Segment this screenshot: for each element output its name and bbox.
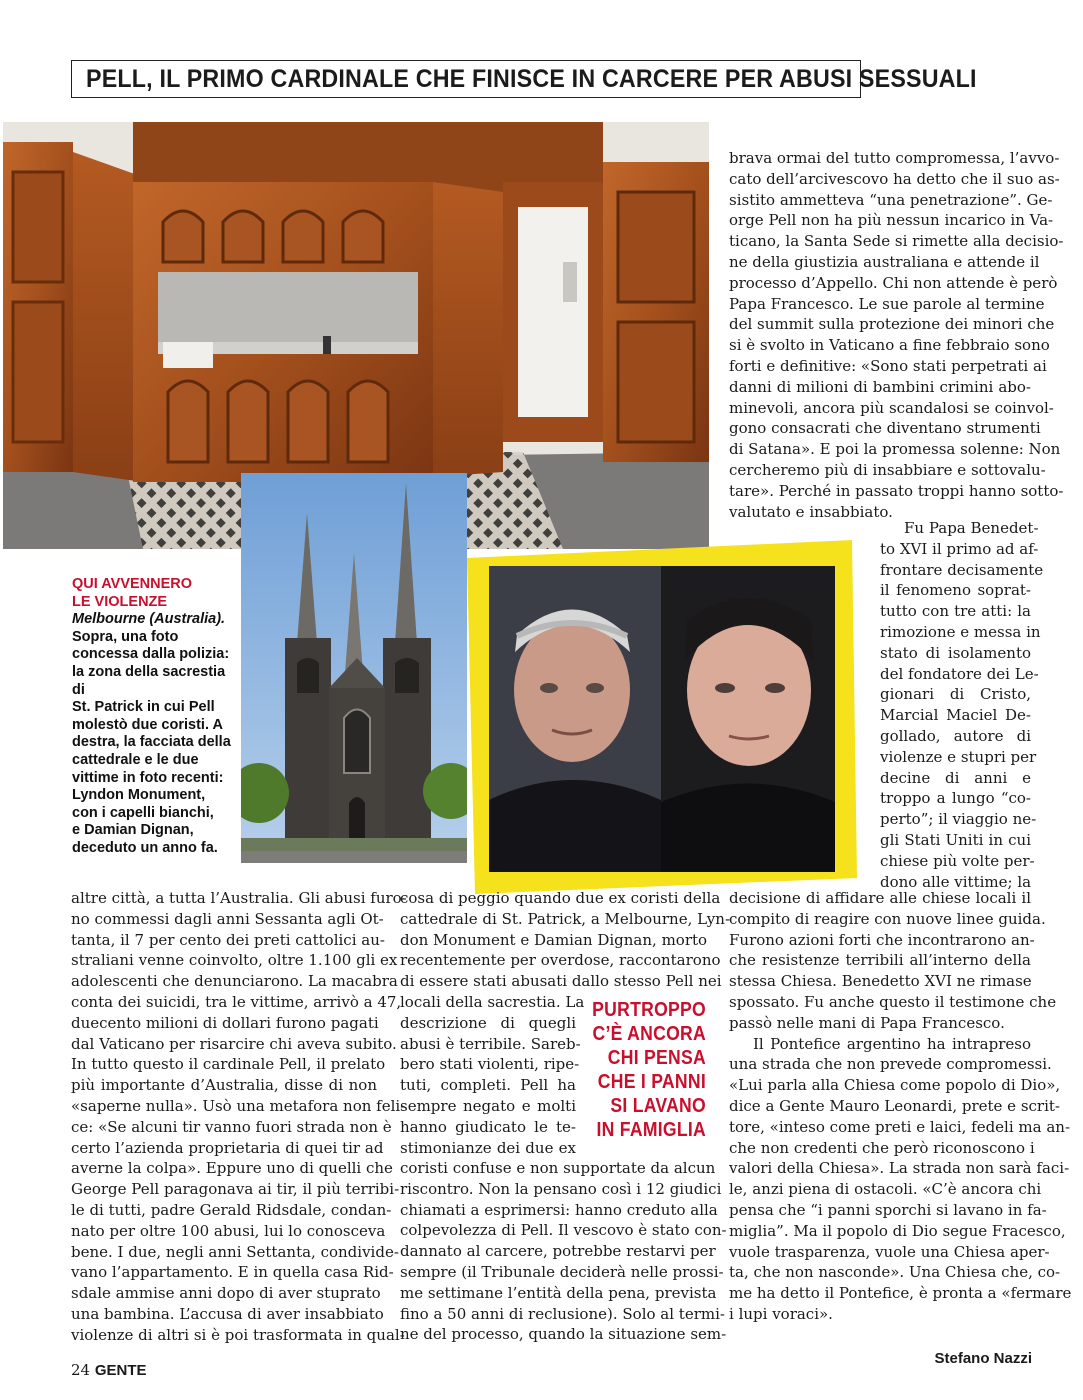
article-line: violenze di altri si è poi trasformata in qual-: [71, 1325, 405, 1344]
pull-quote-line: SI LAVANO: [610, 1095, 706, 1117]
article-line: stessa Chiesa. Benedetto XVI ne rimase: [729, 972, 1032, 991]
article-line: ne della giustizia australiana e attende il: [729, 252, 1040, 271]
article-line: pensa che “i panni sporchi si lavano in fa-: [729, 1200, 1047, 1219]
article-line: tanta, il 7 per cento dei preti cattolici au-: [71, 930, 385, 949]
article-line: del summit sulla protezione dei minori che: [729, 315, 1055, 334]
article-line: forti e definitive: «Sono stati perpetrati ai: [729, 356, 1047, 375]
article-line: valutato e insabbiato.: [729, 502, 893, 521]
headline: PELL, IL PRIMO CARDINALE CHE FINISCE IN CARCERE PER ABUSI SESSUALI: [86, 64, 977, 93]
victims-photo: [467, 540, 857, 894]
caption-line: con i capelli bianchi,: [72, 804, 214, 821]
article-line: di essere stati abusati dallo stesso Pell nei: [400, 972, 722, 991]
article-line: del fondatore dei Le-: [880, 664, 1039, 683]
article-line: ta, che non nasconde». Una Chiesa che, co-: [729, 1263, 1061, 1282]
article-line: troppo a lungo “co-: [880, 789, 1031, 808]
article-line: tare». Perché in passato troppi hanno sotto-: [729, 481, 1064, 500]
article-line: straliani venne coinvolto, oltre 1.100 gli ex: [71, 951, 398, 970]
caption-line: vittime in foto recenti:: [72, 769, 224, 786]
article-line: dannato al carcere, potrebbe restarvi per: [400, 1242, 716, 1261]
page-number: 24: [71, 1361, 91, 1379]
article-line: chiamati a esprimersi: hanno creduto alla: [400, 1200, 718, 1219]
article-line: di Satana». E poi la promessa solenne: Non: [729, 440, 1061, 459]
article-line: «saperne nulla». Usò una metafora non feli-: [71, 1096, 406, 1115]
article-line: In tutto questo il cardinale Pell, il prelato: [71, 1055, 386, 1074]
article-line: gionari di Cristo,: [880, 685, 1031, 704]
article-line: bene. I due, negli anni Settanta, condivide-: [71, 1242, 399, 1261]
cathedral-photo: [241, 473, 467, 863]
article-line: riscontro. Non la pensano così i 12 giudici: [400, 1179, 722, 1198]
article-line: Fu Papa Benedet-: [904, 519, 1039, 537]
article-line: orge Pell non ha più nessun incarico in Va-: [729, 211, 1054, 230]
article-line: gollado, autore di: [880, 726, 1031, 745]
article-line: sistito ammetteva “una penetrazione”. Ge-: [729, 190, 1053, 209]
article-line: sempre (il Tribunale deciderà nelle prossi-: [400, 1262, 724, 1281]
article-line: dice a Gente Mauro Leonardi, prete e scrit-: [729, 1096, 1060, 1115]
article-line: decisione di affidare alle chiese locali il: [729, 889, 1031, 907]
pull-quote: [578, 998, 706, 1142]
article-line: chiese più volte per-: [880, 851, 1035, 870]
article-line: averne la colpa». Eppure uno di quelli che: [71, 1159, 393, 1178]
article-line: locali della sacrestia. La: [400, 993, 585, 1011]
article-line: stimonianze dei due ex: [400, 1138, 576, 1157]
article-line: passò nelle mani di Papa Francesco.: [729, 1013, 1005, 1032]
article-line: recentemente per overdose, raccontarono: [400, 951, 721, 970]
article-line: don Monument e Damian Dignan, morto: [400, 930, 708, 949]
article-line: violenze e stupri per: [880, 747, 1037, 766]
article-line: brava ormai del tutto compromessa, l’avvo-: [729, 149, 1060, 167]
pull-quote-line: CHI PENSA: [607, 1047, 706, 1069]
pull-quote-line: C’È ANCORA: [592, 1023, 706, 1045]
folio: [71, 1361, 147, 1379]
pull-quote-line: IN FAMIGLIA: [596, 1119, 706, 1141]
article-line: me ha detto il Pontefice, è pronta a «fermare: [729, 1284, 1072, 1303]
article-line: dono alle vittime; la: [880, 872, 1032, 891]
article-line: me settimane l’entità della pena, prevista: [400, 1283, 717, 1302]
article-line: danni di milioni di bambini crimini abo-: [729, 377, 1031, 396]
caption-line: cattedrale e le due: [72, 751, 199, 768]
article-line: le, anzi piena di ostacoli. «C’è ancora chi: [729, 1180, 1042, 1199]
article-column-1: [71, 888, 407, 1346]
article-column-right-top: [729, 148, 1064, 522]
pull-quote-line: CHE I PANNI: [597, 1071, 706, 1093]
caption-line: destra, la facciata della: [72, 734, 231, 751]
article-line: Marcial Maciel De-: [880, 706, 1031, 725]
article-line: cercheremo più di insabbiare e sottovalu-: [729, 460, 1046, 479]
article-line: gli Stati Uniti in cui: [880, 830, 1031, 849]
article-line: tuti, completi. Pell ha: [400, 1076, 576, 1095]
article-line: una strada che non prevede compromessi.: [729, 1055, 1052, 1074]
article-line: compito di reagire con nuove linee guida.: [729, 909, 1046, 928]
article-line: decine di anni e: [880, 768, 1031, 787]
caption-line: Lyndon Monument,: [72, 787, 206, 804]
caption-place: Melbourne (Australia).: [72, 611, 226, 628]
article-line: colpevolezza di Pell. Il vescovo è stato con-: [400, 1221, 727, 1240]
caption-line: molestò due coristi. A: [72, 716, 223, 733]
article-line: «Lui parla alla Chiesa come popolo di Dio»,: [729, 1076, 1061, 1095]
magazine-name: GENTE: [94, 1362, 147, 1379]
article-line: ticano, la Santa Sede si rimette alla decisio-: [729, 232, 1064, 251]
article-line: rimozione e messa in: [880, 622, 1041, 641]
article-line: minevoli, ancora più scandalosi se coinvol-: [729, 398, 1054, 417]
article-line: vuole trasparenza, vuole una Chiesa aper-: [729, 1242, 1050, 1261]
article-line: fino a 50 anni di reclusione). Solo al termi-: [400, 1304, 725, 1323]
article-line: frontare decisamente: [880, 560, 1044, 579]
pull-quote-line: PURTROPPO: [592, 999, 706, 1021]
article-line: processo d’Appello. Chi non attende è però: [729, 273, 1058, 292]
caption-line: e Damian Dignan,: [72, 822, 194, 839]
article-line: altre città, a tutta l’Australia. Gli abusi furo-: [71, 889, 407, 907]
caption-kicker: QUI AVVENNERO: [72, 576, 193, 592]
article-column-3: [729, 888, 1072, 1325]
caption-line: deceduto un anno fa.: [72, 839, 218, 856]
article-column-2-narrow: [400, 992, 585, 1158]
article-line: to XVI il primo ad af-: [880, 539, 1039, 558]
article-line: cattedrale di St. Patrick, a Melbourne, Lyn-: [400, 909, 731, 928]
caption-line: St. Patrick in cui Pell: [72, 699, 215, 716]
article-line: il fenomeno soprat-: [880, 581, 1031, 600]
article-line: sempre negato e molti: [400, 1096, 576, 1115]
article-line: più importante d’Australia, disse di non: [71, 1076, 377, 1095]
article-line: duecento milioni di dollari furono pagati: [71, 1013, 379, 1032]
article-line: abusi è terribile. Sareb-: [400, 1034, 581, 1053]
caption-line: Sopra, una foto: [72, 628, 179, 645]
article-line: nato per oltre 100 abusi, lui lo conosceva: [71, 1221, 386, 1240]
article-line: tutto con tre atti: la: [880, 602, 1031, 621]
article-line: conta dei suicidi, tra le vittime, arrivò a 47,: [71, 992, 402, 1011]
article-line: vano l’appartamento. E in quella casa Rid-: [71, 1263, 394, 1282]
article-line: hanno giudicato le te-: [400, 1117, 576, 1136]
article-line: Il Pontefice argentino ha intrapreso: [753, 1034, 1031, 1053]
article-column-2-top: [400, 888, 731, 992]
article-column-right-narrow: [880, 518, 1044, 892]
article-line: spossato. Fu anche questo il testimone che: [729, 992, 1057, 1011]
article-line: ne del processo, quando la situazione sem-: [400, 1325, 727, 1344]
article-line: le di tutti, padre Gerald Ridsdale, condan-: [71, 1200, 392, 1219]
article-line: Papa Francesco. Le sue parole al termine: [729, 294, 1045, 313]
article-line: coristi confuse e non supportate da alcun: [400, 1159, 716, 1177]
article-line: bero stati violenti, ripe-: [400, 1055, 580, 1074]
article-line: cato dell’arcivescovo ha detto che il suo as-: [729, 169, 1060, 188]
article-line: descrizione di quegli: [400, 1013, 576, 1032]
byline: Stefano Nazzi: [934, 1350, 1032, 1367]
caption-line: la zona della sacrestia di: [72, 663, 226, 698]
article-line: che resistenze terribili all’interno della: [729, 951, 1031, 970]
article-line: no commessi dagli anni Sessanta agli Ot-: [71, 909, 384, 928]
article-line: ce: «Se alcuni tir vanno fuori strada non è: [71, 1117, 392, 1136]
article-line: sdale ammise anni dopo di aver stuprato: [71, 1284, 381, 1303]
headline-box: [71, 60, 977, 98]
article-line: valori della Chiesa». La strada non sarà faci-: [729, 1159, 1070, 1178]
article-line: tore, «inteso come preti e laici, fedeli ma an-: [729, 1117, 1071, 1136]
article-line: i lupi voraci».: [729, 1304, 833, 1323]
article-line: dal Vaticano per risarcire chi aveva subito.: [71, 1034, 397, 1053]
article-line: che non credenti che però riconoscono i: [729, 1138, 1035, 1157]
article-line: adolescenti che denunciarono. La macabra: [71, 972, 398, 991]
article-line: gono consacrati che diventano strumenti: [729, 419, 1041, 438]
article-line: George Pell paragonava ai tir, il più terribi-: [71, 1180, 400, 1199]
article-line: stato di isolamento: [880, 643, 1031, 662]
article-line: si è svolto in Vaticano a fine febbraio sono: [729, 336, 1050, 355]
article-line: perto”; il viaggio ne-: [880, 810, 1037, 829]
article-line: miglia”. Ma il popolo di Dio segue Fracesco,: [729, 1221, 1066, 1240]
article-line: cosa di peggio quando due ex coristi della: [400, 889, 721, 907]
caption-line: concessa dalla polizia:: [72, 646, 230, 663]
caption-kicker: LE VIOLENZE: [72, 593, 168, 610]
photo-caption: [72, 576, 242, 858]
article-line: una bambina. L’accusa di aver insabbiato: [71, 1304, 384, 1323]
article-column-2-bottom: [400, 1158, 727, 1345]
article-line: Furono azioni forti che incontrarono an-: [729, 930, 1035, 949]
article-line: certo l’azienda proprietaria di quei tir ad: [71, 1138, 384, 1157]
